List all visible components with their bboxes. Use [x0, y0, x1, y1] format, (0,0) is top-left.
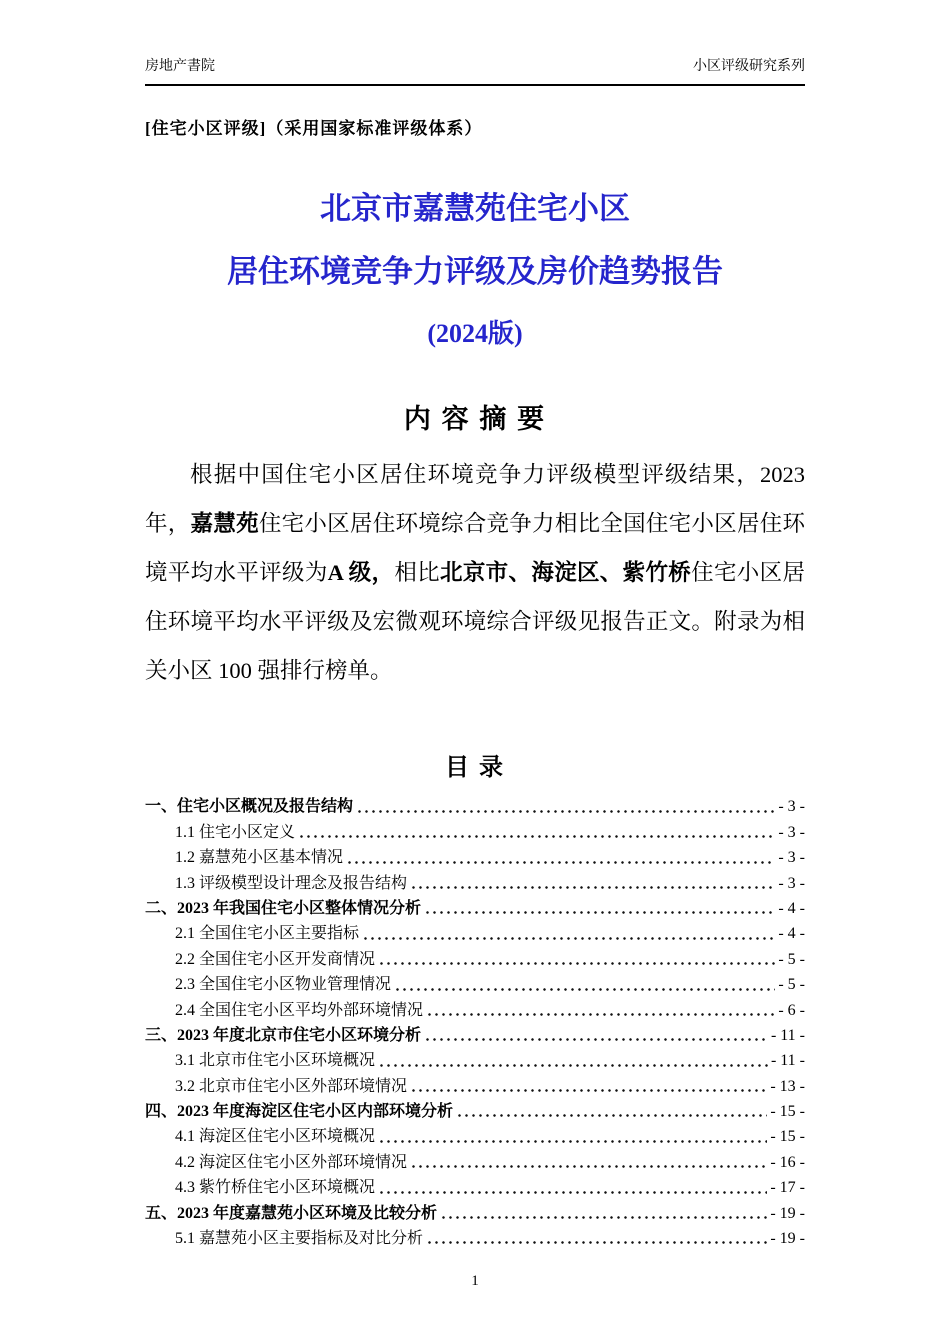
toc-entry-label: 4.1 海淀区住宅小区环境概况 — [175, 1128, 376, 1146]
toc-dot-leader — [410, 1150, 767, 1175]
toc-entry-label: 二、2023 年我国住宅小区整体情况分析 — [145, 899, 422, 917]
toc-entry-page: - 19 - — [770, 1230, 805, 1248]
header-right-text: 小区评级研究系列 — [693, 59, 805, 74]
toc-dot-leader — [410, 871, 775, 896]
toc-entry-page: - 5 - — [778, 976, 805, 994]
toc-entry[interactable] — [145, 972, 805, 997]
toc-entry-label: 四、2023 年度海淀区住宅小区内部环境分析 — [145, 1103, 454, 1121]
toc-entry-page: - 11 - — [770, 1026, 805, 1044]
toc-entry-label: 2.1 全国住宅小区主要指标 — [175, 925, 360, 943]
toc-entry-label: 2.4 全国住宅小区平均外部环境情况 — [175, 1001, 424, 1019]
toc-dot-leader — [426, 1226, 767, 1251]
toc-entry-page: - 6 - — [778, 1001, 805, 1019]
toc-entry-page: - 3 - — [778, 849, 805, 867]
toc-heading: 目 录 — [445, 755, 505, 782]
toc-list — [145, 794, 805, 1251]
page-header — [145, 58, 805, 76]
toc-entry-page: - 3 - — [778, 823, 805, 841]
abstract-paragraph — [145, 450, 805, 695]
toc-dot-leader — [424, 896, 775, 921]
toc-entry-label: 五、2023 年度嘉慧苑小区环境及比较分析 — [145, 1204, 438, 1222]
toc-entry[interactable] — [145, 1023, 805, 1048]
toc-entry[interactable] — [145, 1201, 805, 1226]
abstract-segment: 嘉慧苑 — [190, 511, 259, 537]
toc-entry-label: 1.2 嘉慧苑小区基本情况 — [175, 849, 344, 867]
toc-entry-label: 5.1 嘉慧苑小区主要指标及对比分析 — [175, 1230, 424, 1248]
toc-entry[interactable] — [145, 1226, 805, 1251]
toc-entry[interactable] — [145, 845, 805, 870]
title-line2: 居住环境竞争力评级及房价趋势报告 — [227, 253, 723, 289]
abstract-segment: A 级， — [327, 560, 395, 586]
toc-dot-leader — [424, 1023, 768, 1048]
toc-entry-page: - 17 - — [770, 1179, 805, 1197]
toc-dot-leader — [378, 947, 775, 972]
toc-entry-page: - 19 - — [770, 1204, 805, 1222]
toc-dot-leader — [394, 972, 775, 997]
page-number: 1 — [471, 1273, 479, 1289]
toc-entry-label: 1.1 住宅小区定义 — [175, 823, 296, 841]
toc-entry-page: - 11 - — [770, 1052, 805, 1070]
toc-entry[interactable] — [145, 1048, 805, 1073]
toc-dot-leader — [378, 1175, 767, 1200]
abstract-segment: 根据中国住宅小区居住环境竞争力评级模型评级结果，2023 年， — [145, 462, 805, 537]
toc-dot-leader — [456, 1099, 767, 1124]
toc-entry-page: - 5 - — [778, 950, 805, 968]
toc-entry-label: 4.3 紫竹桥住宅小区环境概况 — [175, 1179, 376, 1197]
toc-dot-leader — [440, 1201, 767, 1226]
toc-entry[interactable] — [145, 1150, 805, 1175]
toc-entry-label: 一、住宅小区概况及报告结构 — [145, 798, 354, 816]
header-left-text: 房地产書院 — [145, 59, 215, 74]
toc-dot-leader — [378, 1124, 767, 1149]
toc-entry[interactable] — [145, 1074, 805, 1099]
toc-dot-leader — [426, 998, 775, 1023]
title-line1: 北京市嘉慧苑住宅小区 — [320, 191, 630, 226]
abstract-segment: 北京市、海淀区、紫竹桥 — [439, 560, 692, 586]
abstract-segment: 相比 — [394, 560, 440, 586]
toc-entry-label: 1.3 评级模型设计理念及报告结构 — [175, 874, 408, 892]
toc-entry-page: - 15 - — [770, 1128, 805, 1146]
toc-entry-label: 4.2 海淀区住宅小区外部环境情况 — [175, 1153, 408, 1171]
toc-entry[interactable] — [145, 998, 805, 1023]
title-edition: (2024版) — [427, 319, 523, 349]
toc-entry-page: - 3 - — [778, 798, 805, 816]
toc-entry-page: - 16 - — [770, 1153, 805, 1171]
toc-entry-page: - 13 - — [770, 1077, 805, 1095]
header-rule — [145, 84, 805, 86]
toc-entry[interactable] — [145, 871, 805, 896]
report-tagline: [住宅小区评级]（采用国家标准评级体系） — [145, 119, 483, 138]
toc-dot-leader — [356, 794, 775, 819]
toc-entry-page: - 15 - — [770, 1103, 805, 1121]
toc-entry[interactable] — [145, 1099, 805, 1124]
toc-entry[interactable] — [145, 947, 805, 972]
toc-entry-page: - 4 - — [778, 899, 805, 917]
toc-entry[interactable] — [145, 794, 805, 819]
toc-entry[interactable] — [145, 1175, 805, 1200]
abstract-segment: 住宅小区居住环境平均水平评级及宏微观环境综合评级见报告正文。附录为相关小区 100 强排行榜单。 — [145, 560, 805, 684]
toc-entry[interactable] — [145, 896, 805, 921]
toc-entry-label: 三、2023 年度北京市住宅小区环境分析 — [145, 1026, 422, 1044]
toc-entry[interactable] — [145, 1124, 805, 1149]
toc-entry-page: - 4 - — [778, 925, 805, 943]
toc-entry-label: 3.2 北京市住宅小区外部环境情况 — [175, 1077, 408, 1095]
toc-dot-leader — [346, 845, 775, 870]
abstract-heading: 内 容 摘 要 — [403, 404, 547, 435]
toc-dot-leader — [378, 1048, 768, 1073]
toc-entry-label: 3.1 北京市住宅小区环境概况 — [175, 1052, 376, 1070]
toc-dot-leader — [410, 1074, 767, 1099]
toc-dot-leader — [362, 921, 775, 946]
toc-entry-label: 2.3 全国住宅小区物业管理情况 — [175, 976, 392, 994]
toc-entry[interactable] — [145, 921, 805, 946]
toc-entry-page: - 3 - — [778, 874, 805, 892]
toc-entry-label: 2.2 全国住宅小区开发商情况 — [175, 950, 376, 968]
abstract-segment: 住宅小区居住环境综合竞争力相比全国住宅小区居住环境平均水平评级为 — [145, 511, 805, 586]
toc-entry[interactable] — [145, 820, 805, 845]
page-footer — [0, 1273, 950, 1290]
toc-dot-leader — [298, 820, 775, 845]
